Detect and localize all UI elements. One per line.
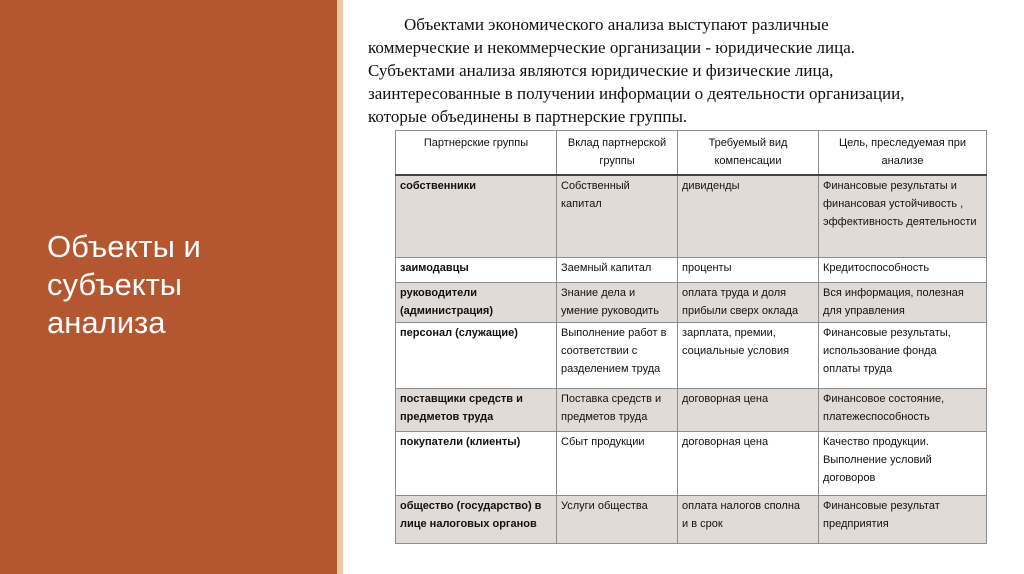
cell-line: (администрация) — [400, 305, 494, 317]
cell-line: Поставка средств и — [561, 393, 662, 405]
cell-line: общество (государство) в — [400, 500, 542, 512]
table-body — [396, 175, 987, 544]
cell-line: поставщики средств и — [400, 393, 523, 405]
partner-groups-table — [395, 130, 987, 544]
cell-line: Вся информация, полезная — [823, 287, 964, 299]
partner-group-cell — [396, 432, 557, 496]
header-compensation — [678, 131, 819, 176]
cell-line: финансовая устойчивость , — [823, 198, 964, 210]
partner-group-cell — [396, 389, 557, 432]
cell-line: собственники — [400, 180, 477, 192]
cell-line: покупатели (клиенты) — [400, 436, 521, 448]
table-row — [396, 258, 987, 283]
table-cell — [819, 389, 987, 432]
table-row — [396, 175, 987, 258]
header-line: Вклад партнерской — [567, 137, 667, 149]
cell-line: Заемный капитал — [561, 262, 652, 274]
table-row — [396, 389, 987, 432]
cell-line: Финансовые результат — [823, 500, 940, 512]
cell-line: оплата труда и доля — [682, 287, 787, 299]
cell-line: для управления — [823, 305, 905, 317]
cell-line: Финансовые результаты и — [823, 180, 957, 192]
table-cell — [678, 258, 819, 283]
header-analysis-goal — [819, 131, 987, 176]
cell-line: зарплата, премии, — [682, 327, 776, 339]
table-cell — [819, 496, 987, 544]
header-partner-groups — [396, 131, 557, 176]
table-cell — [678, 283, 819, 323]
cell-line: Кредитоспособность — [823, 262, 930, 274]
cell-line: оплата налогов сполна — [682, 500, 801, 512]
cell-line: предметов труда — [400, 411, 494, 423]
cell-line: предметов труда — [561, 411, 648, 423]
table-cell — [557, 389, 678, 432]
cell-line: Услуги общества — [561, 500, 648, 512]
cell-line: Собственный — [561, 180, 630, 192]
cell-line: Качество продукции. — [823, 436, 929, 448]
slide-title — [47, 228, 317, 342]
cell-line: руководители — [400, 287, 477, 299]
header-contribution — [557, 131, 678, 176]
table-cell — [819, 283, 987, 323]
cell-line: проценты — [682, 262, 732, 274]
table-cell — [819, 175, 987, 258]
table-cell — [678, 432, 819, 496]
partner-group-cell — [396, 175, 557, 258]
table-cell — [557, 258, 678, 283]
cell-line: разделением труда — [561, 363, 661, 375]
cell-line: прибыли сверх оклада — [682, 305, 799, 317]
header-line: группы — [599, 155, 635, 167]
cell-line: предприятия — [823, 518, 889, 530]
cell-line: и в срок — [682, 518, 723, 530]
intro-line: Субъектами анализа являются юридические и физические лица, — [368, 61, 834, 80]
table-header-row — [396, 131, 987, 176]
table-row — [396, 283, 987, 323]
cell-line: умение руководить — [561, 305, 659, 317]
accent-stripe — [337, 0, 343, 574]
table-cell — [678, 389, 819, 432]
table-cell — [557, 175, 678, 258]
intro-line: Объектами экономического анализа выступают различные — [404, 15, 829, 34]
cell-line: Финансовое состояние, — [823, 393, 945, 405]
cell-line: соответствии с — [561, 345, 638, 357]
table-cell — [557, 496, 678, 544]
cell-line: социальные условия — [682, 345, 790, 357]
header-line: Требуемый вид — [708, 137, 788, 149]
cell-line: лице налоговых органов — [400, 518, 537, 530]
table-cell — [678, 323, 819, 389]
cell-line: оплаты труда — [823, 363, 893, 375]
table-row — [396, 432, 987, 496]
partner-group-cell — [396, 258, 557, 283]
intro-line: которые объединены в партнерские группы. — [368, 107, 688, 126]
cell-line: договорная цена — [682, 436, 769, 448]
slide-title-line: субъекты — [47, 267, 183, 302]
cell-line: Выполнение условий — [823, 454, 932, 466]
cell-line: заимодавцы — [400, 262, 469, 274]
cell-line: использование фонда — [823, 345, 937, 357]
cell-line: Выполнение работ в — [561, 327, 667, 339]
table-cell — [678, 175, 819, 258]
cell-line: платежеспособность — [823, 411, 930, 423]
table-cell — [557, 283, 678, 323]
intro-line: заинтересованные в получении информации о деятельности организации, — [368, 84, 905, 103]
cell-line: Сбыт продукции — [561, 436, 645, 448]
header-line: компенсации — [714, 155, 782, 167]
table-cell — [819, 432, 987, 496]
table-cell — [678, 496, 819, 544]
table-cell — [819, 323, 987, 389]
cell-line: эффективность деятельности — [823, 216, 977, 228]
cell-line: договоров — [823, 472, 876, 484]
cell-line: персонал (служащие) — [400, 327, 518, 339]
intro-line: коммерческие и некоммерческие организации - юридические лица. — [368, 38, 856, 57]
cell-line: капитал — [561, 198, 602, 210]
header-line: анализе — [881, 155, 924, 167]
header-line: Цель, преследуемая при — [839, 137, 966, 149]
cell-line: договорная цена — [682, 393, 769, 405]
partner-group-cell — [396, 496, 557, 544]
cell-line: Финансовые результаты, — [823, 327, 951, 339]
partner-group-cell — [396, 283, 557, 323]
table-cell — [557, 432, 678, 496]
slide-title-line: Объекты и — [47, 229, 201, 264]
table-row — [396, 323, 987, 389]
cell-line: дивиденды — [682, 180, 740, 192]
table-cell — [819, 258, 987, 283]
table-row — [396, 496, 987, 544]
slide-title-line: анализа — [47, 305, 166, 340]
cell-line: Знание дела и — [561, 287, 636, 299]
table-cell — [557, 323, 678, 389]
intro-paragraph — [368, 13, 988, 128]
partner-group-cell — [396, 323, 557, 389]
header-line: Партнерские группы — [423, 137, 529, 149]
